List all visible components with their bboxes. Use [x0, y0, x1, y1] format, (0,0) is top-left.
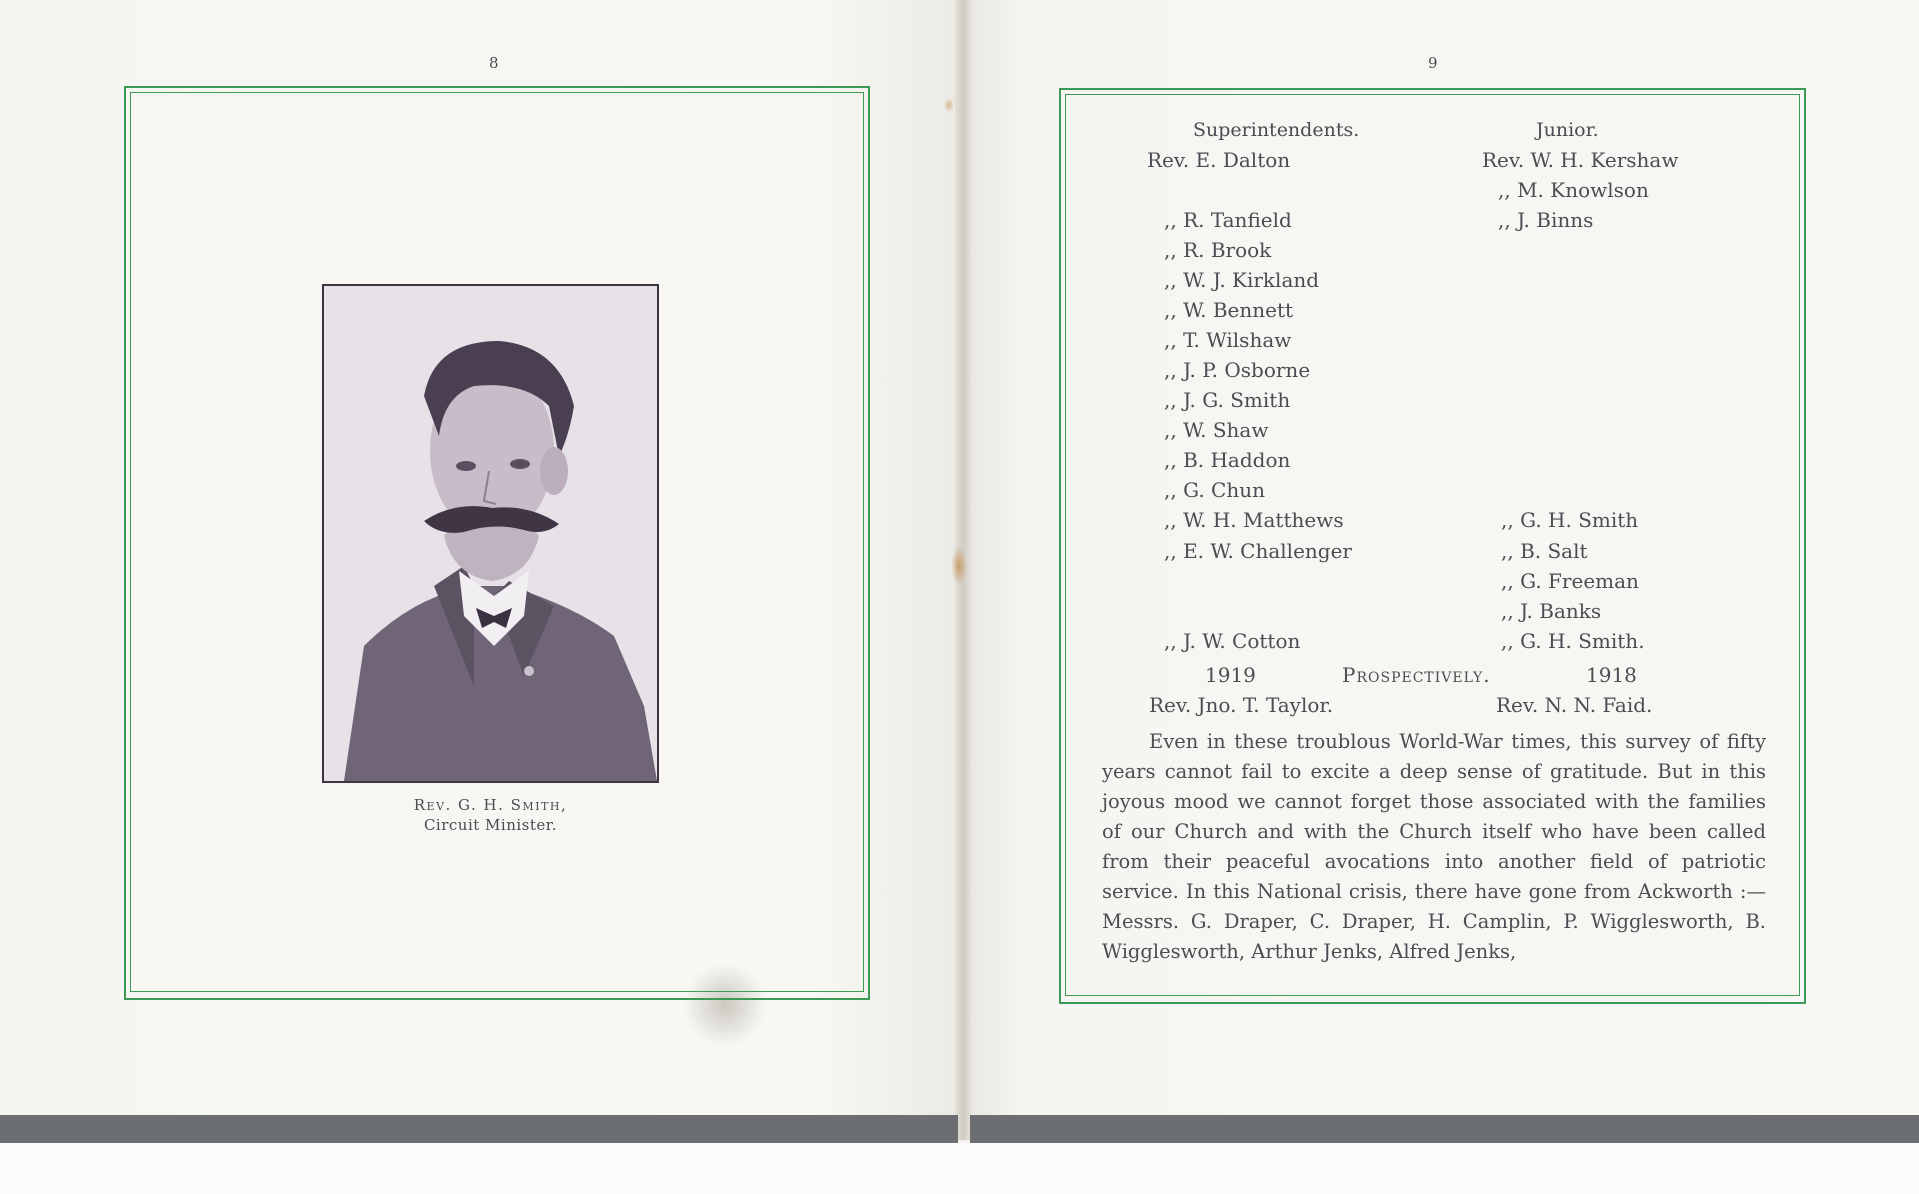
superintendent-entry: ,, R. Brook — [1164, 238, 1272, 262]
stain-mark — [944, 98, 954, 112]
superintendent-entry: ,, W. Shaw — [1164, 418, 1269, 442]
body-paragraph — [1102, 727, 1766, 967]
superintendent-entry: ,, J. P. Osborne — [1164, 358, 1311, 382]
background-surface — [0, 1143, 1919, 1194]
junior-heading: Junior. — [1536, 119, 1599, 141]
junior-entry: Rev. W. H. Kershaw — [1482, 148, 1679, 172]
stain-mark — [951, 546, 967, 586]
junior-entry: ,, B. Salt — [1501, 539, 1588, 563]
superintendent-entry: Rev. E. Dalton — [1147, 148, 1291, 172]
junior-entry: ,, J. Binns — [1498, 208, 1594, 232]
year-1919: 1919 — [1205, 663, 1256, 687]
portrait-illustration — [324, 286, 657, 781]
portrait-caption — [322, 795, 659, 835]
portrait-photo — [322, 284, 659, 783]
superintendent-entry: ,, J. G. Smith — [1164, 388, 1291, 412]
cover-edge-right — [970, 1115, 1919, 1143]
superintendent-entry: ,, B. Haddon — [1164, 448, 1291, 472]
page-number-left: 8 — [489, 54, 499, 72]
prospective-minister-left: Rev. Jno. T. Taylor. — [1149, 693, 1334, 717]
superintendent-entry: ,, G. Chun — [1164, 478, 1265, 502]
superintendent-entry: ,, W. H. Matthews — [1164, 508, 1344, 532]
junior-entry: ,, M. Knowlson — [1498, 178, 1649, 202]
prospectively-heading: Prospectively. — [1342, 663, 1491, 687]
year-1918: 1918 — [1586, 663, 1637, 687]
paragraph-text: Even in these troublous World-War times, this survey of fifty years cannot fail to excite a deep sense of gratitude. But in this joyous mood we cannot forget those associated with the families of our Church and with the Church itself who have been called from their peaceful avocations into another field of patriotic service. In this National crisis, there have gone from Ackworth :—Messrs. G. Draper, C. Draper, H. Camplin, P. Wigglesworth, B. Wigglesworth, Arthur Jenks, Alfred Jenks, — [1102, 730, 1766, 963]
junior-entry: ,, G. H. Smith. — [1501, 629, 1645, 653]
caption-name: Rev. G. H. Smith, — [413, 796, 568, 814]
caption-role: Circuit Minister. — [423, 816, 558, 834]
junior-entry: ,, G. Freeman — [1501, 569, 1639, 593]
superintendent-entry: ,, E. W. Challenger — [1164, 539, 1352, 563]
cover-edge-left — [0, 1115, 958, 1143]
superintendents-heading: Superintendents. — [1193, 119, 1360, 141]
prospective-minister-right: Rev. N. N. Faid. — [1496, 693, 1653, 717]
page-number-right: 9 — [1428, 54, 1438, 72]
superintendent-entry: ,, R. Tanfield — [1164, 208, 1292, 232]
junior-entry: ,, J. Banks — [1501, 599, 1602, 623]
superintendent-entry: ,, T. Wilshaw — [1164, 328, 1292, 352]
junior-entry: ,, G. H. Smith — [1501, 508, 1639, 532]
superintendent-entry: ,, W. J. Kirkland — [1164, 268, 1320, 292]
superintendent-entry: ,, W. Bennett — [1164, 298, 1294, 322]
superintendent-entry: ,, J. W. Cotton — [1164, 629, 1301, 653]
